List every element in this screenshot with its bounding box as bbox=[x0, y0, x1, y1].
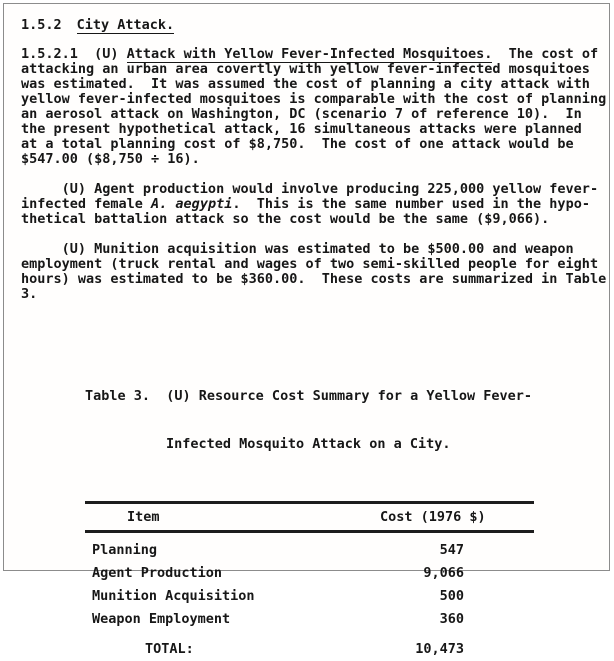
paragraph bbox=[21, 46, 607, 167]
text-line: 3. bbox=[21, 286, 38, 302]
page-border bbox=[3, 3, 610, 657]
section-title: City Attack. bbox=[76, 17, 175, 33]
section-heading bbox=[21, 17, 599, 33]
item-cell: Weapon Employment bbox=[92, 611, 231, 627]
table-row bbox=[85, 608, 534, 631]
item-cell: Planning bbox=[92, 542, 158, 558]
text-line: an aerosol attack on Washington, DC (scenario 7 of reference 10). In bbox=[21, 106, 582, 122]
text-line: at a total planning cost of $8,750. The cost of one attack would be bbox=[21, 136, 574, 152]
column-header-item: Item bbox=[127, 509, 160, 525]
column-header-cost: Cost (1976 $) bbox=[380, 509, 486, 525]
table-header-row bbox=[85, 504, 534, 530]
total-label: TOTAL: bbox=[145, 641, 194, 657]
total-value: 10,473 bbox=[415, 641, 464, 657]
table-body bbox=[85, 533, 534, 631]
cost-cell: 9,066 bbox=[423, 565, 464, 581]
text-line: yellow fever-infected mosquitoes is comparable with the cost of planning bbox=[21, 91, 607, 107]
paragraph bbox=[21, 241, 607, 302]
item-cell: Munition Acquisition bbox=[92, 588, 255, 604]
text-line: $547.00 ($8,750 ÷ 16). bbox=[21, 151, 200, 167]
text-line: thetical battalion attack so the cost would be the same ($9,066). bbox=[21, 211, 550, 227]
text-line: 1.5.2.1 (U) Attack with Yellow Fever-Infected Mosquitoes. The cost of bbox=[21, 46, 599, 62]
text-line: the present hypothetical attack, 16 simultaneous attacks were planned bbox=[21, 121, 582, 137]
cost-cell: 500 bbox=[439, 588, 464, 604]
text-line: infected female A. aegypti. This is the same number used in the hypo- bbox=[21, 196, 590, 212]
document-content bbox=[4, 4, 609, 661]
table-caption-line1: Table 3. (U) Resource Cost Summary for a Yellow Fever- bbox=[85, 388, 533, 404]
cost-summary-table bbox=[85, 501, 534, 661]
item-cell: Agent Production bbox=[92, 565, 223, 581]
table-caption-line2: Infected Mosquito Attack on a City. bbox=[166, 436, 451, 452]
body-paragraphs bbox=[21, 46, 607, 302]
text-line: employment (truck rental and wages of two semi-skilled people for eight bbox=[21, 256, 599, 272]
table-row bbox=[85, 585, 534, 608]
paragraph bbox=[21, 182, 599, 227]
cost-cell: 360 bbox=[439, 611, 464, 627]
text-line: (U) Munition acquisition was estimated to be $500.00 and weapon bbox=[21, 241, 574, 257]
table-row bbox=[85, 562, 534, 585]
text-line: hours) was estimated to be $360.00. These costs are summarized in Table bbox=[21, 271, 607, 287]
text-line: was estimated. It was assumed the cost of planning a city attack with bbox=[21, 76, 590, 92]
text-line: attacking an urban area covertly with yellow fever-infected mosquitoes bbox=[21, 61, 590, 77]
table-row bbox=[85, 539, 534, 562]
text-line: (U) Agent production would involve producing 225,000 yellow fever- bbox=[21, 181, 599, 197]
table-caption bbox=[85, 356, 599, 484]
section-number: 1.5.2 bbox=[21, 17, 62, 33]
cost-cell: 547 bbox=[439, 542, 464, 558]
table-total-row bbox=[85, 638, 534, 661]
